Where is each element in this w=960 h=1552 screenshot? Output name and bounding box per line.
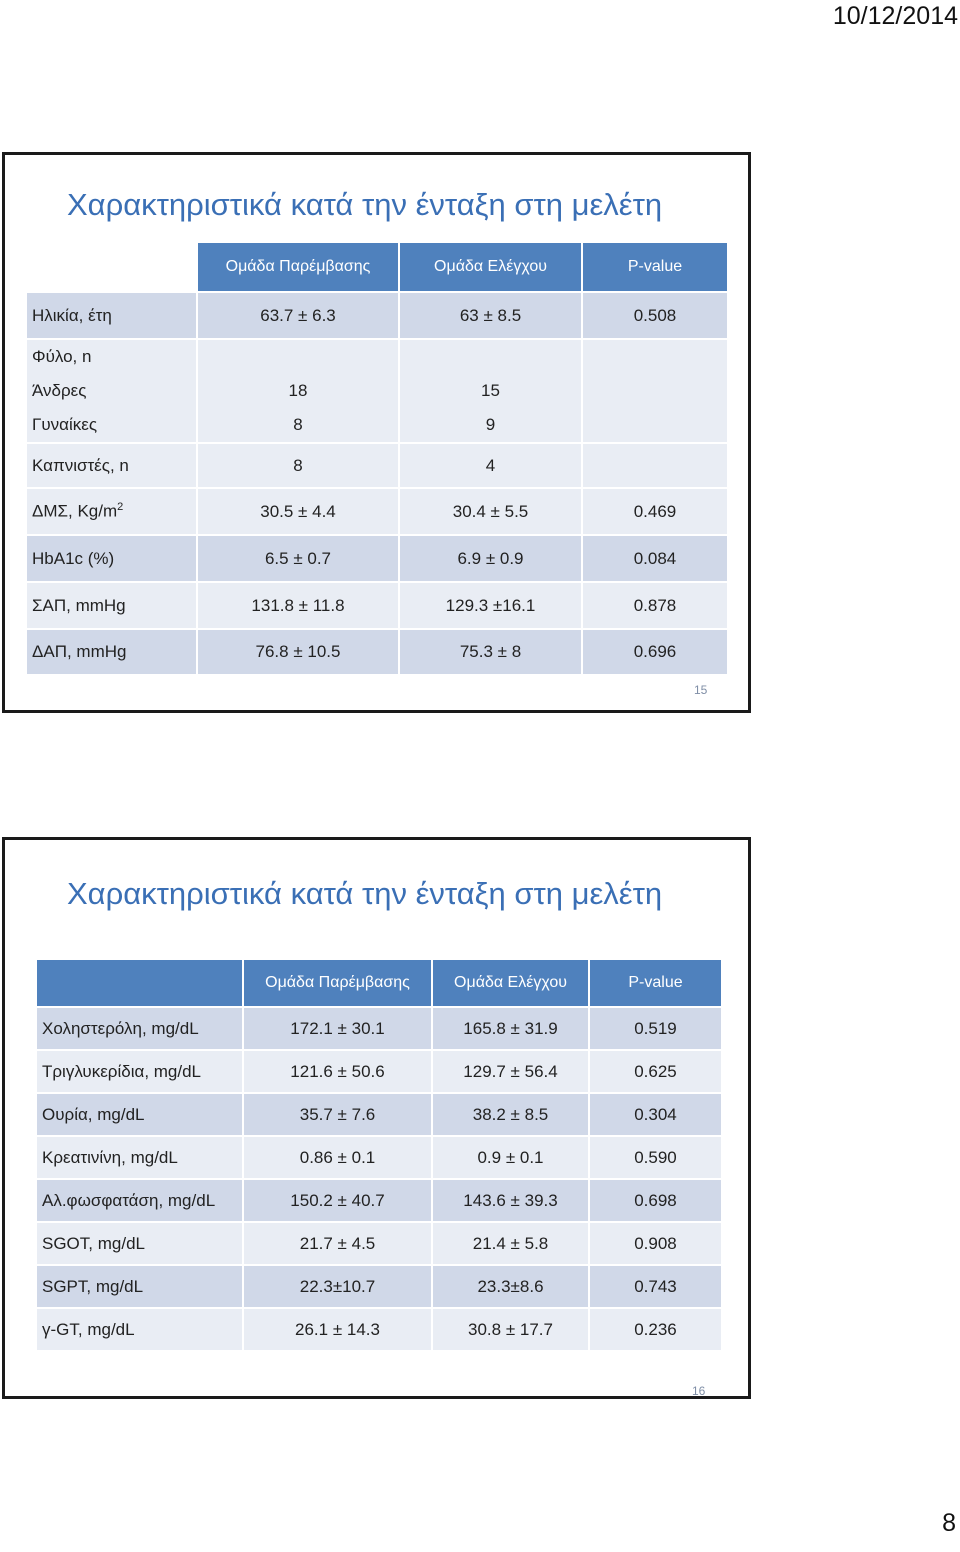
p-value: 0.084 — [582, 535, 728, 582]
row-label: Χοληστερόλη, mg/dL — [36, 1007, 243, 1050]
table-row — [36, 1179, 722, 1222]
page-number: 8 — [942, 1509, 956, 1537]
p-value: 0.625 — [589, 1050, 722, 1093]
p-value: 0.698 — [589, 1179, 722, 1222]
control-value: 30.4 ± 5.5 — [399, 488, 582, 535]
intervention-value: 35.7 ± 7.6 — [243, 1093, 432, 1136]
p-value: 0.590 — [589, 1136, 722, 1179]
table-row — [36, 1093, 722, 1136]
women-control: 9 — [485, 415, 496, 434]
row-label: Ουρία, mg/dL — [36, 1093, 243, 1136]
p-value: 0.743 — [589, 1265, 722, 1308]
control-value: 38.2 ± 8.5 — [432, 1093, 589, 1136]
table-header-row — [26, 242, 728, 292]
men-intervention: 18 — [288, 381, 308, 400]
row-label: ΣΑΠ, mmHg — [26, 582, 197, 629]
control-value: 4 — [399, 443, 582, 488]
table-row — [26, 535, 728, 582]
table-row — [26, 339, 728, 443]
p-value: 0.878 — [582, 582, 728, 629]
table-row — [26, 443, 728, 488]
intervention-value: 0.86 ± 0.1 — [243, 1136, 432, 1179]
p-value: 0.696 — [582, 629, 728, 675]
row-label: Κρεατινίνη, mg/dL — [36, 1136, 243, 1179]
slide-16 — [2, 837, 751, 1399]
table-row — [36, 1222, 722, 1265]
slide-title: Χαρακτηριστικά κατά την ένταξη στη μελέτη — [67, 187, 663, 222]
control-value: 165.8 ± 31.9 — [432, 1007, 589, 1050]
row-label — [26, 339, 197, 443]
intervention-value: 76.8 ± 10.5 — [197, 629, 399, 675]
row-label: Καπνιστές, n — [26, 443, 197, 488]
slide-title: Χαρακτηριστικά κατά την ένταξη στη μελέτη — [67, 876, 663, 911]
intervention-value: 21.7 ± 4.5 — [243, 1222, 432, 1265]
control-value: 23.3±8.6 — [432, 1265, 589, 1308]
intervention-value: 22.3±10.7 — [243, 1265, 432, 1308]
intervention-value: 63.7 ± 6.3 — [197, 292, 399, 339]
control-value: 21.4 ± 5.8 — [432, 1222, 589, 1265]
row-label: SGPT, mg/dL — [36, 1265, 243, 1308]
men-label: Άνδρες — [32, 381, 87, 400]
intervention-value: 121.6 ± 50.6 — [243, 1050, 432, 1093]
slide-number: 16 — [692, 1384, 706, 1398]
row-label: HbA1c (%) — [26, 535, 197, 582]
table-row — [26, 582, 728, 629]
intervention-value: 30.5 ± 4.4 — [197, 488, 399, 535]
control-value — [399, 339, 582, 443]
p-value: 0.236 — [589, 1308, 722, 1351]
intervention-value: 8 — [197, 443, 399, 488]
header-empty — [36, 959, 243, 1007]
table-row — [26, 629, 728, 675]
table-row — [36, 1308, 722, 1351]
women-label: Γυναίκες — [32, 415, 98, 434]
header-pvalue: P-value — [589, 959, 722, 1007]
header-intervention: Ομάδα Παρέμβασης — [243, 959, 432, 1007]
baseline-characteristics-table — [25, 241, 729, 676]
control-value: 143.6 ± 39.3 — [432, 1179, 589, 1222]
table-row — [26, 292, 728, 339]
table-row — [26, 488, 728, 535]
p-value — [582, 443, 728, 488]
control-value: 129.7 ± 56.4 — [432, 1050, 589, 1093]
women-intervention: 8 — [293, 415, 303, 434]
header-pvalue: P-value — [582, 242, 728, 292]
intervention-value — [197, 339, 399, 443]
superscript: 2 — [117, 501, 124, 514]
table-row — [36, 1136, 722, 1179]
row-label: ΔΜΣ, $Kg/m^2$ — [26, 488, 197, 535]
p-value: 0.469 — [582, 488, 728, 535]
lab-values-table — [35, 958, 723, 1352]
row-label: Τριγλυκερίδια, mg/dL — [36, 1050, 243, 1093]
slide-number: 15 — [694, 683, 708, 697]
intervention-value: 150.2 ± 40.7 — [243, 1179, 432, 1222]
header-empty — [26, 242, 197, 292]
men-control: 15 — [481, 381, 500, 400]
header-intervention: Ομάδα Παρέμβασης — [197, 242, 399, 292]
header-control: Ομάδα Ελέγχου — [432, 959, 589, 1007]
row-label: ΔΑΠ, mmHg — [26, 629, 197, 675]
row-label: SGOT, mg/dL — [36, 1222, 243, 1265]
intervention-value: 6.5 ± 0.7 — [197, 535, 399, 582]
page-date: 10/12/2014 — [832, 2, 958, 30]
p-value — [582, 339, 728, 443]
intervention-value: 131.8 ± 11.8 — [197, 582, 399, 629]
p-value: 0.908 — [589, 1222, 722, 1265]
row-label: γ-GT, mg/dL — [36, 1308, 243, 1351]
header-control: Ομάδα Ελέγχου — [399, 242, 582, 292]
control-value: 75.3 ± 8 — [399, 629, 582, 675]
control-value: 129.3 ±16.1 — [399, 582, 582, 629]
control-value: 30.8 ± 17.7 — [432, 1308, 589, 1351]
control-value: 0.9 ± 0.1 — [432, 1136, 589, 1179]
control-value: 6.9 ± 0.9 — [399, 535, 582, 582]
table-row — [36, 1007, 722, 1050]
table-header-row — [36, 959, 722, 1007]
row-label: Ηλικία, έτη — [26, 292, 197, 339]
table-row — [36, 1265, 722, 1308]
table-row — [36, 1050, 722, 1093]
p-value: 0.304 — [589, 1093, 722, 1136]
intervention-value: 172.1 ± 30.1 — [243, 1007, 432, 1050]
sex-label: Φύλο, n — [32, 347, 92, 366]
row-label: Αλ.φωσφατάση, mg/dL — [36, 1179, 243, 1222]
p-value: 0.508 — [582, 292, 728, 339]
control-value: 63 ± 8.5 — [399, 292, 582, 339]
intervention-value: 26.1 ± 14.3 — [243, 1308, 432, 1351]
p-value: 0.519 — [589, 1007, 722, 1050]
slide-15 — [2, 152, 751, 713]
